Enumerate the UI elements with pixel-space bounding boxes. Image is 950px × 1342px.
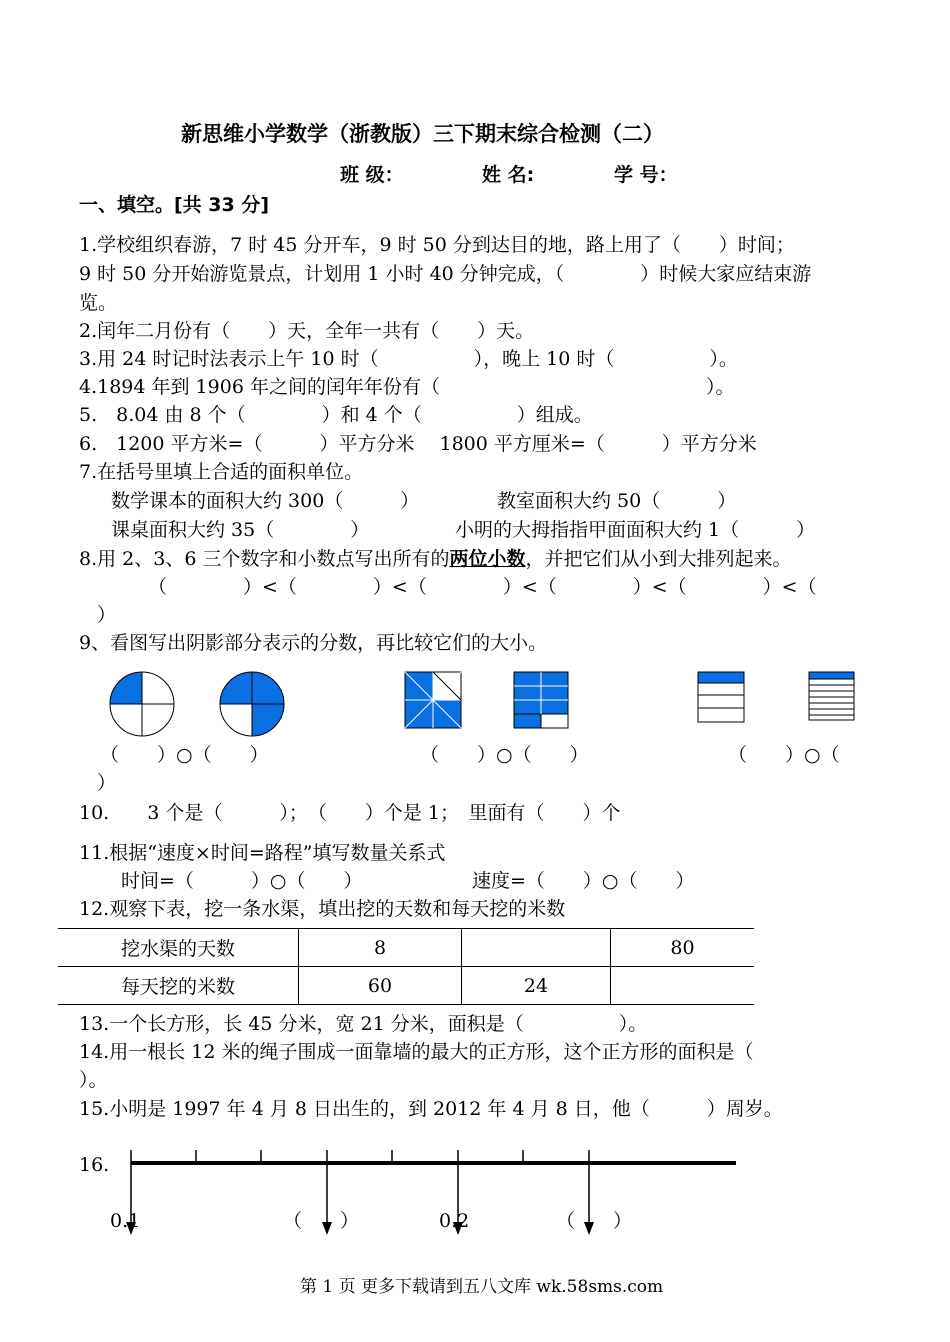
question-15: 15.小明是 1997 年 4 月 8 日出生的，到 2012 年 4 月 8 日，他（ ）周岁。 [79, 1098, 783, 1120]
number-line-value-1: 0.1 [110, 1210, 141, 1232]
question-16-label: 16. [79, 1154, 110, 1176]
table-cell: 80 [611, 929, 755, 967]
question-9-compare-1: （ ）○（ ） [100, 744, 269, 766]
question-7-line1: 7.在括号里填上合适的面积单位。 [79, 461, 364, 483]
table-row [58, 967, 754, 1005]
page-footer: 第 1 页 更多下载请到五八文库 wk.58sms.com [300, 1277, 664, 1297]
question-8-post: ，并把它们从小到大排列起来。 [525, 548, 792, 570]
question-9-end: ） [97, 772, 117, 794]
question-9-line1: 9、看图写出阴影部分表示的分数，再比较它们的大小。 [79, 632, 548, 654]
question-9-compare-2: （ ）○（ ） [420, 744, 589, 766]
question-8-emphasis: 两位小数 [449, 548, 526, 570]
table-cell: 挖水渠的天数 [58, 929, 299, 967]
number-line-value-2: 0.2 [439, 1210, 470, 1232]
question-1-line2: 9 时 50 分开始游览景点，计划用 1 小时 40 分钟完成，（ ）时候大家应结束游 [79, 263, 812, 285]
circle-figure-1 [110, 672, 174, 736]
class-label: 班 级： [340, 164, 404, 186]
section-heading: 一、填空。[共 33 分] [79, 194, 270, 216]
question-12-line1: 12.观察下表，挖一条水渠，填出挖的天数和每天挖的米数 [79, 898, 566, 920]
bar-figure-1 [698, 672, 744, 722]
table-cell: 每天挖的米数 [58, 967, 299, 1005]
question-8-end: ） [97, 604, 117, 626]
student-id-label: 学 号： [614, 164, 678, 186]
number-line-blank-2: （ ） [556, 1210, 633, 1232]
question-8-line1 [79, 550, 792, 569]
name-label: 姓 名: [482, 164, 535, 186]
circle-figure-2 [220, 672, 284, 736]
table-cell [462, 929, 611, 967]
question-11-line1: 11.根据“速度×时间=路程”填写数量关系式 [79, 842, 446, 864]
question-10: 10. 3 个是（ ）； （ ）个是 1； 里面有（ ）个 [79, 802, 621, 824]
question-7-a: 数学课本的面积大约 300（ ） [111, 490, 420, 512]
question-7-b: 教室面积大约 50（ ） [497, 490, 737, 512]
question-4: 4.1894 年到 1906 年之间的闰年年份有（ ）。 [79, 376, 735, 398]
question-6: 6. 1200 平方米=（ ）平方分米 1800 平方厘米=（ ）平方分米 [79, 433, 757, 455]
table-cell: 24 [462, 967, 611, 1005]
question-7-c: 课桌面积大约 35（ ） [111, 519, 370, 541]
table-row [58, 929, 754, 967]
question-1-line3: 览。 [79, 292, 118, 314]
fraction-figures [105, 668, 865, 728]
table-cell: 60 [299, 967, 462, 1005]
question-11-time: 时间=（ ）○（ ） [121, 870, 363, 892]
table-cell [611, 967, 755, 1005]
question-2: 2.闰年二月份有（ ）天，全年一共有（ ）天。 [79, 320, 535, 342]
question-5: 5. 8.04 由 8 个（ ）和 4 个（ ）组成。 [79, 404, 593, 426]
question-8-blanks: （ ）<（ ）<（ ）<（ ）<（ ）<（ [148, 576, 817, 598]
question-3: 3.用 24 时记时法表示上午 10 时（ ），晚上 10 时（ ）。 [79, 348, 738, 370]
square-figure-1 [405, 672, 461, 728]
question-13: 13.一个长方形，长 45 分米，宽 21 分米，面积是（ ）。 [79, 1013, 648, 1035]
square-figure-2 [514, 672, 568, 728]
number-line-blank-1: （ ） [283, 1210, 360, 1232]
question-11-speed: 速度=（ ）○（ ） [472, 870, 695, 892]
bar-figure-2 [809, 672, 854, 720]
table-cell: 8 [299, 929, 462, 967]
question-14-line2: ）。 [79, 1069, 108, 1091]
question-14-line1: 14.用一根长 12 米的绳子围成一面靠墙的最大的正方形，这个正方形的面积是（ [79, 1041, 754, 1063]
question-1-line1: 1.学校组织春游，7 时 45 分开车，9 时 50 分到达目的地，路上用了（ ）时间； [79, 234, 795, 256]
question-8-pre: 8.用 2、3、6 三个数字和小数点写出所有的 [79, 548, 450, 570]
question-9-compare-3: （ ）○（ [728, 744, 840, 766]
page-title: 新思维小学数学（浙教版）三下期末综合检测（二） [181, 122, 664, 146]
data-table [58, 928, 754, 1005]
question-7-d: 小明的大拇指指甲面面积大约 1（ ） [455, 519, 816, 541]
